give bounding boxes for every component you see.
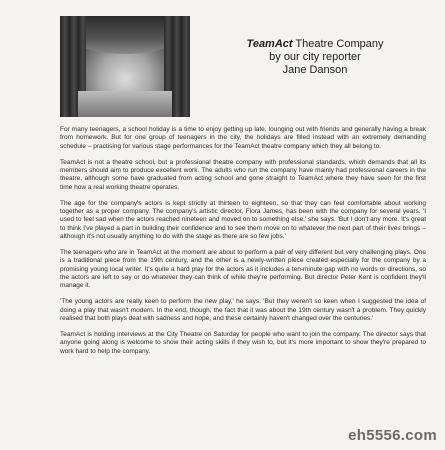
- paragraph-4: The teenagers who are in TeamAct at the moment are about to perform a pair of very different but very challenging plays. One is a traditional piece from the 19th century, and the other is a newly-written piece created especially for the company by a promising young local writer. It's quite a hard play for the actors as it includes a ten-minute gap with no words or directions, so the actors are left to say or do whatever they can think of while they're performing. But director Peter Kent is confident they'll manage it.: [60, 249, 426, 289]
- paragraph-2: TeamAct is not a theatre school, but a professional theatre company with professional standards, which demands that all its members should aim to produce excellent work. The adults who run the company have mainly had professional careers in the theatre, although some have graduated from acting school and gone straight to TeamAct where they have seen for the first time how a real working theatre operates.: [60, 158, 426, 191]
- stage-floor: [78, 91, 172, 117]
- paragraph-6: TeamAct is holding interviews at the City Theatre on Saturday for people who want to join the company. The director says that anyone going along is welcome to show their acting skills if they wish to, but it's more important to show they're prepared to work hard to help the company.: [60, 331, 426, 355]
- paragraph-3: The age for the company's actors is kept strictly at thirteen to eighteen, so that they can feel comfortable about working together as a proper company. The company's artistic director, Flora James, has been with the company for several years. 'I used to feel sad when the actors reached nineteen and moved on to something else,' she says. 'But I don't any more. It's great to think I've played a part in building their confidence and to see them move on to whatever the next part of their lives brings – although it's not usually anything to do with the stage as there are so few jobs.': [60, 199, 426, 240]
- article-title: [205, 38, 425, 51]
- author-name: Jane Danson: [282, 64, 348, 76]
- brand-name: TeamAct: [246, 38, 293, 50]
- title-rest: Theatre Company: [295, 38, 384, 50]
- article-header: [205, 38, 425, 77]
- watermark: eh5556.com: [348, 427, 437, 444]
- article-body: [60, 126, 426, 364]
- stage-curtain-photo: [60, 16, 190, 117]
- paragraph-1: For many teenagers, a school holiday is a time to enjoy getting up late, lounging out with friends and generally having a break from homework. But for one group of teenagers in the city, the holidays are filled instead with an extremely demanding schedule – practising for various stage performances for the TeamAct theatre company which they all belong to.: [60, 126, 426, 150]
- paragraph-5: 'The young actors are really keen to perform the new play,' he says. 'But they weren't so keen when I suggested the idea of doing a play that wasn't modern. In the end, though, the fact that it was about the 19th century wasn't a problem. They quickly realised that both plays deal with sadness and hope, and these certainly haven't changed over the centuries.': [60, 298, 426, 322]
- byline: by our city reporter: [269, 51, 361, 63]
